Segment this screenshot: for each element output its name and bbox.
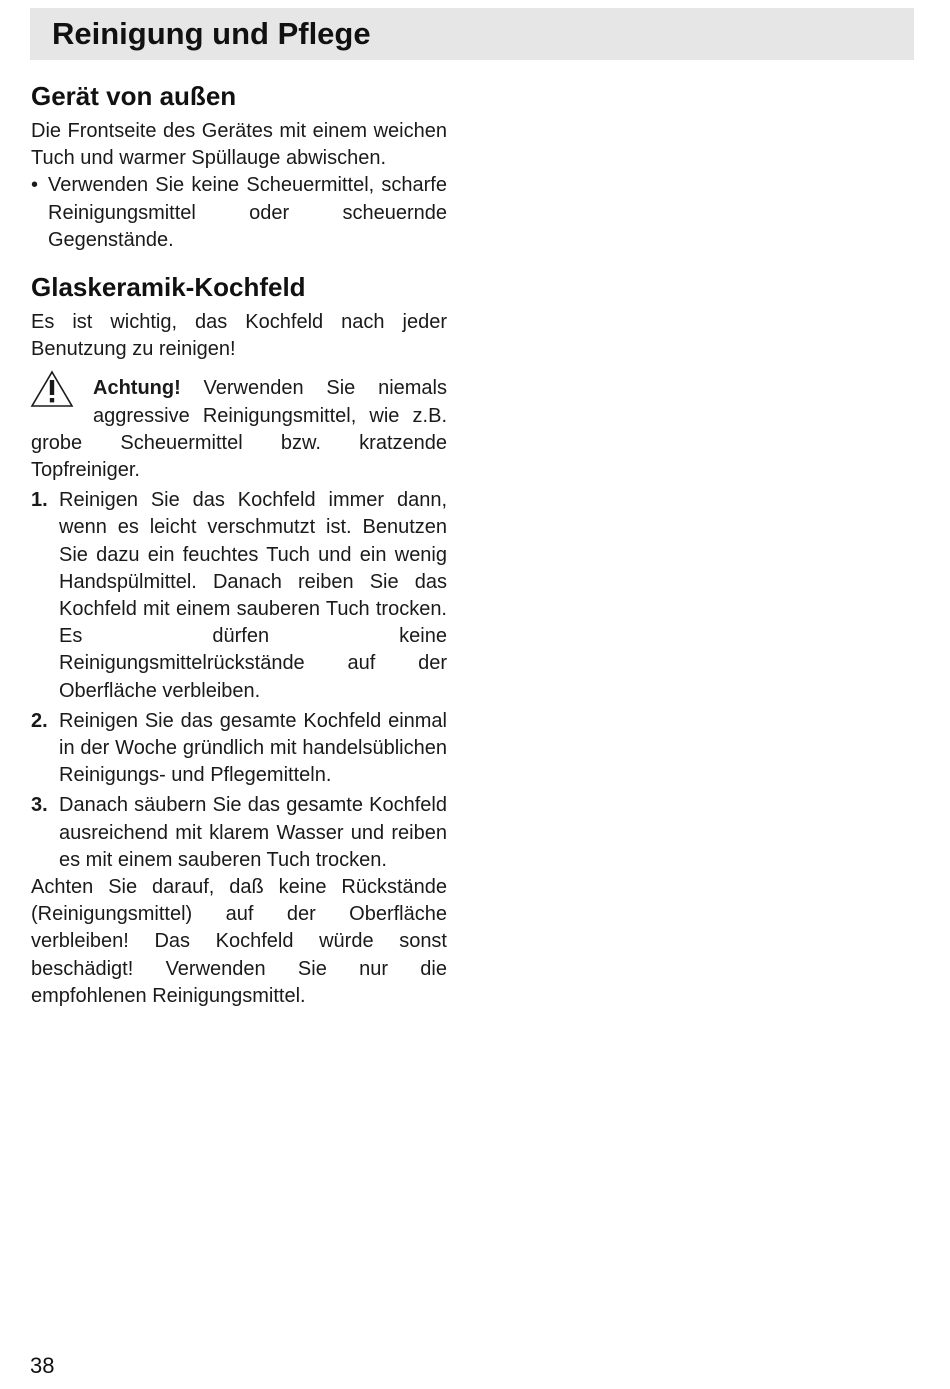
list-item [31, 708, 447, 790]
list-item [31, 487, 447, 705]
warning-label: Achtung! [93, 377, 181, 400]
page-number: 38 [30, 1353, 55, 1378]
step-text: Reinigen Sie das Kochfeld immer dann, wenn es leicht verschmutzt ist. Benutzen Sie dazu ein feuchtes Tuch und ein wenig Handspülmittel. Danach reiben Sie das Kochfeld mit einem sauberen Tuch trocken. Es dürfen keine Reinigungsmittelrückstände auf der Oberfläche verbleiben. [59, 489, 447, 702]
section-cooktop [31, 269, 447, 1010]
steps-list [31, 487, 447, 874]
list-item [31, 792, 447, 874]
section-exterior-title: Gerät von außen [31, 81, 237, 111]
section-cooktop-intro: Es ist wichtig, das Kochfeld nach jeder Benutzung zu reinigen! [31, 311, 447, 361]
warning-text: Verwenden Sie niemals aggressive Reinigungsmittel, wie z.B. grobe Scheuermittel bzw. kratzende Topfreiniger. [31, 377, 447, 482]
header-bar [30, 8, 914, 60]
section-cooktop-title: Glaskeramik-Kochfeld [31, 272, 306, 303]
closing-paragraph: Achten Sie darauf, daß keine Rückstände (Reinigungsmittel) auf der Oberfläche verbleiben! Das Kochfeld würde sonst beschädigt! Verwenden Sie nur die empfohlenen Reinigungsmittel. [31, 876, 447, 1007]
section-exterior [31, 78, 447, 254]
step-number: 2. [31, 709, 48, 732]
bullet-dot: • [31, 174, 39, 197]
content-column [31, 78, 447, 1010]
warning-triangle-icon [29, 369, 75, 409]
step-text: Reinigen Sie das gesamte Kochfeld einmal in der Woche gründlich mit handelsüblichen Reinigungs- und Pflegemitteln. [59, 709, 447, 787]
step-number: 3. [31, 794, 48, 817]
bullet-item [31, 172, 447, 254]
page-title: Reinigung und Pflege [52, 16, 371, 51]
warning-block [31, 375, 447, 484]
bullet-text: Verwenden Sie keine Scheuermittel, scharfe Reinigungsmittel oder scheuernde Gegenstände. [48, 174, 447, 251]
step-text: Danach säubern Sie das gesamte Kochfeld ausreichend mit klarem Wasser und reiben es mit einem sauberen Tuch trocken. [59, 794, 447, 871]
step-number: 1. [31, 489, 48, 512]
section-exterior-intro: Die Frontseite des Gerätes mit einem weichen Tuch und warmer Spüllauge abwischen. [31, 120, 447, 170]
